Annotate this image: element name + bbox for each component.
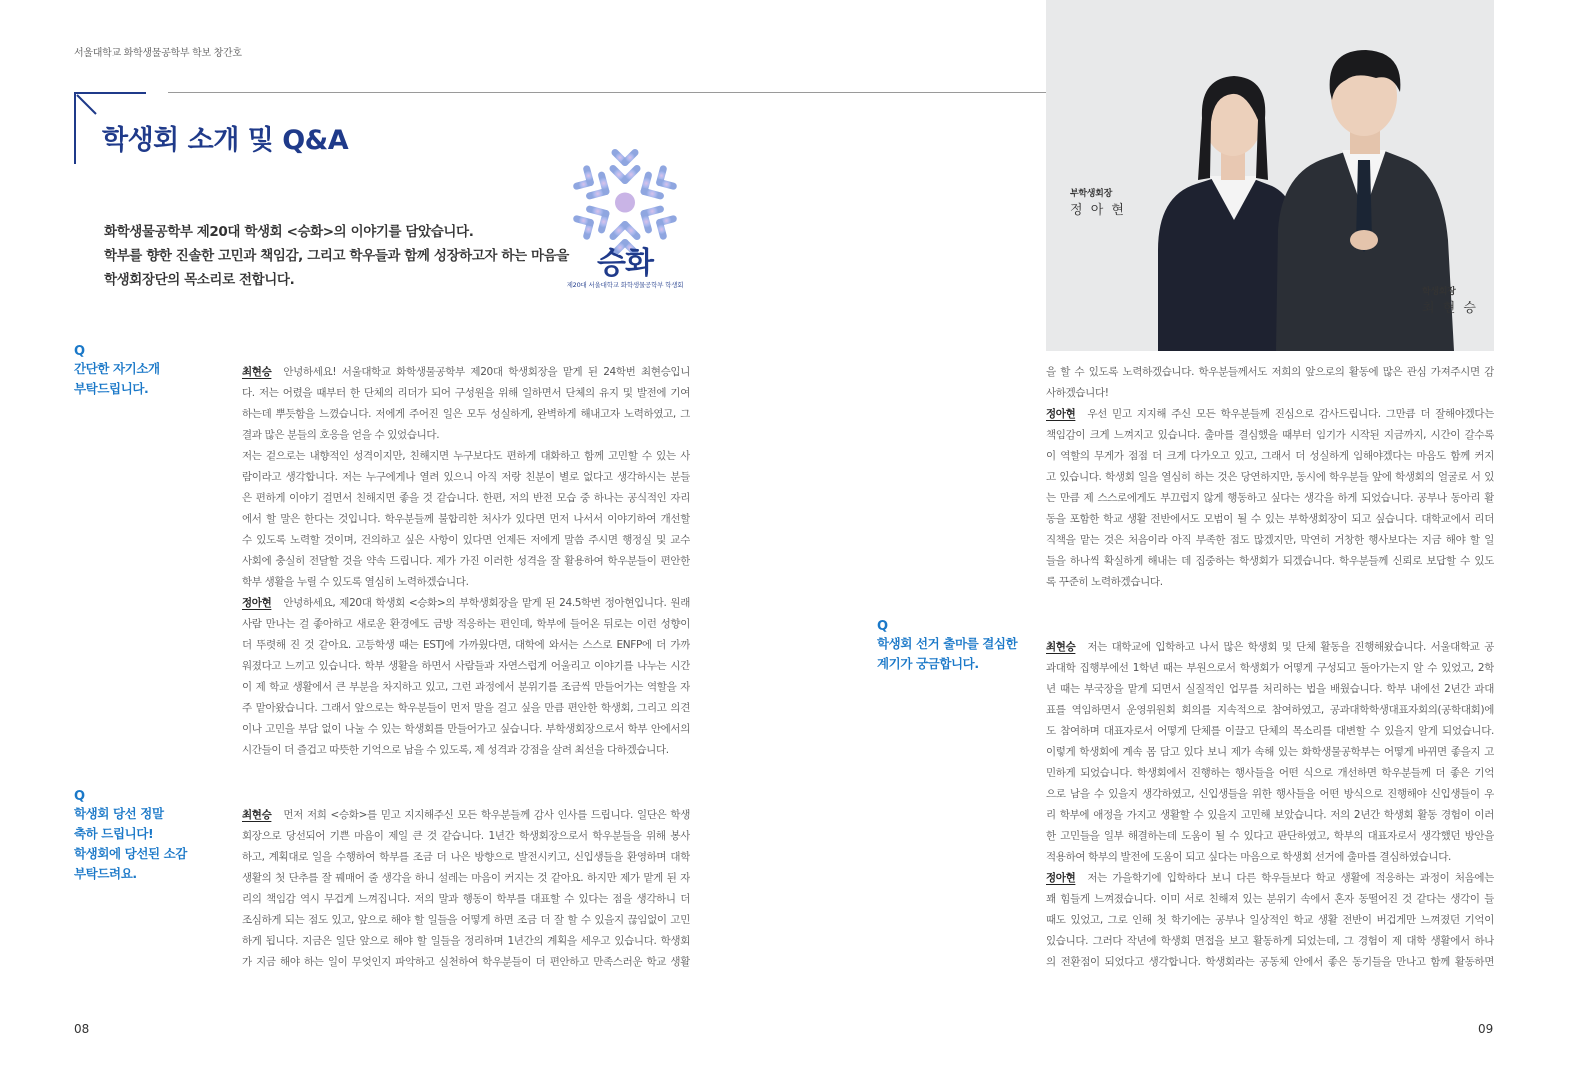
intro-text xyxy=(104,220,569,292)
answer-line: 동을 포함한 학교 생활 전반에서도 모범이 될 수 있는 부학생회장이 되고 싶습니다. 대학교에서 리더 xyxy=(1046,513,1494,525)
answer-line: 생활의 첫 단추를 잘 꿰매어 줄 생각을 하니 설레는 마음이 커지는 것 같아요. 하지만 제가 맡게 된 자 xyxy=(242,872,690,884)
page-number-left: 08 xyxy=(74,1022,90,1036)
intro-line: 학부를 향한 진솔한 고민과 책임감, 그리고 학우들과 함께 성장하고자 하는 마음을 xyxy=(104,248,569,264)
answer-line: 더 뚜렷해 진 것 같아요. 고등학생 때는 ESTJ에 가까웠다면, 대학에 와서는 스스로 ENFP에 더 가까 xyxy=(242,639,690,651)
page-number-right: 09 xyxy=(1478,1022,1494,1036)
question-line: 부탁드립니다. xyxy=(74,381,149,396)
answer-line: 이 역할의 무게가 점점 더 크게 다가오고 있고, 그래서 더 성실하게 임해야겠다는 마음도 함께 커지 xyxy=(1046,450,1494,462)
logo-name: 승화 xyxy=(597,246,653,281)
publication-header: 서울대학교 화학생물공학부 학보 창간호 xyxy=(74,48,242,59)
answer-line: 먼저 저희 <승화>를 믿고 지지해주신 모든 학우분들께 감사 인사를 드립니다. 일단은 학생 xyxy=(283,809,690,821)
answer-line: 학부 생활을 누릴 수 있도록 열심히 노력하겠습니다. xyxy=(242,576,469,588)
speaker-name: 최현승 xyxy=(1046,641,1076,653)
answer-line: 워졌다고 느끼고 있습니다. 학부 생활을 하면서 사람들과 자연스럽게 어울리고 이야기를 나누는 시간 xyxy=(242,660,690,672)
answer-line: 들을 하나씩 확실하게 해내는 데 집중하는 학생회가 되겠습니다. 학우분들께 신뢰로 보답할 수 있도 xyxy=(1046,555,1494,567)
q-mark: Q xyxy=(74,344,86,359)
vice-president-caption xyxy=(1070,186,1126,218)
question-2 xyxy=(74,789,187,884)
answer-line: 다. 저는 어렸을 때부터 한 단체의 리더가 되어 구성원을 위해 일하면서 단체의 유지 및 발전에 기여 xyxy=(242,387,690,399)
answer-line: 사하겠습니다! xyxy=(1046,387,1109,399)
caption-role: 학생회장 xyxy=(1422,287,1456,297)
question-line: 학생회 선거 출마를 결심한 xyxy=(877,636,1018,651)
answer-q3 xyxy=(1046,637,1494,973)
answer-line: 저는 대학교에 입학하고 나서 많은 학생회 및 단체 활동을 진행해왔습니다. 서울대학교 공 xyxy=(1087,641,1494,653)
president-caption xyxy=(1422,284,1478,316)
speaker-name: 정아현 xyxy=(1046,408,1076,420)
answer-line: 이 제 학교 생활에서 큰 부분을 차지하고 있고, 그런 과정에서 분위기를 조금씩 만들어가는 역할을 자 xyxy=(242,681,690,693)
intro-line: 학생회장단의 목소리로 전합니다. xyxy=(104,272,295,288)
q-mark: Q xyxy=(877,619,889,634)
q-mark: Q xyxy=(74,789,86,804)
answer-line: 년 때는 부국장을 맡게 되면서 실질적인 업무를 처리하는 법을 배웠습니다. 학부 내에선 2년간 과대 xyxy=(1046,683,1494,695)
answer-line: 도 참여하며 대표자로서 어떻게 단체를 이끌고 단체의 목소리를 대변할 수 있을지 알게 되었습니다. xyxy=(1046,725,1494,737)
answer-line: 때도 있었고, 그로 인해 첫 학기에는 공부나 일상적인 학교 생활 전반이 버겁게만 느껴졌던 기억이 xyxy=(1046,914,1494,926)
question-1 xyxy=(74,344,160,399)
answer-line: 직책을 맡는 것은 처음이라 아직 부족한 점도 많겠지만, 막연히 거창한 행사보다는 지금 해야 할 일 xyxy=(1046,534,1494,546)
question-3 xyxy=(877,619,1017,674)
answer-line: 주 맡아왔습니다. 그래서 앞으로는 학우분들이 먼저 말을 걸고 싶을 만큼 편안한 학생회, 그리고 의견 xyxy=(242,702,690,714)
answer-line: 에서 할 말은 한다는 것입니다. 학우분들께 불합리한 처사가 있다면 먼저 나서서 이야기하여 개선할 xyxy=(242,513,690,525)
answer-line: 안녕하세요! 서울대학교 화학생물공학부 제20대 학생회장을 맡게 된 24학번 최현승입니 xyxy=(283,366,690,378)
intro-line: 화학생물공학부 제20대 학생회 <승화>의 이야기를 담았습니다. xyxy=(104,224,474,240)
answer-q2-continued xyxy=(1046,362,1494,593)
answer-line: 사람 만나는 걸 좋아하고 새로운 환경에도 금방 적응하는 편인데, 학부에 들어온 뒤로는 이런 성향이 xyxy=(242,618,690,630)
question-line: 계기가 궁금합니다. xyxy=(877,656,979,671)
answer-line: 저는 가을학기에 입학하다 보니 다른 학우들보다 학교 생활에 적응하는 과정이 처음에는 xyxy=(1087,872,1494,884)
answer-line: 리의 책임감 역시 무겁게 느껴집니다. 저의 말과 행동이 학부를 대표할 수 있다는 점을 생각하니 더 xyxy=(242,893,690,905)
answer-line: 으로 남을 수 있을지 생각하였고, 신입생들을 위한 행사들을 어떤 방식으로 진행해야 신입생들이 우 xyxy=(1046,788,1494,800)
answer-line: 안녕하세요, 제20대 학생회 <승화>의 부학생회장을 맡게 된 24.5학번 정아현입니다. 원래 xyxy=(283,597,690,609)
question-line: 학생회 당선 정말 xyxy=(74,806,164,821)
question-line: 학생회에 당선된 소감 xyxy=(74,846,187,861)
answer-line: 은 편하게 이야기 걸면서 친해지면 좋을 것 같습니다. 한편, 저의 반전 모습 중 하나는 공식적인 자리 xyxy=(242,492,690,504)
answer-line: 수 있도록 노력할 것이며, 건의하고 싶은 사항이 있다면 언제든 저에게 말씀 주시면 행정실 및 교수 xyxy=(242,534,690,546)
caption-name: 정 아 현 xyxy=(1070,203,1126,218)
answer-line: 의 전환점이 되었다고 생각합니다. 학생회라는 공동체 안에서 좋은 동기들을 만나고 함께 활동하면 xyxy=(1046,956,1494,968)
logo-subtitle: 제20대 서울대학교 화학생물공학부 학생회 xyxy=(566,281,684,289)
answer-line: 결과 많은 분들의 호응을 얻을 수 있었습니다. xyxy=(242,429,440,441)
answer-line: 조심하게 되는 점도 있고, 앞으로 해야 할 일들을 어떻게 하면 조금 더 잘 할 수 있을지 끊임없이 고민 xyxy=(242,914,690,926)
answer-line: 저는 겉으로는 내향적인 성격이지만, 친해지면 누구보다도 편하게 대화하고 함께 고민할 수 있는 사 xyxy=(242,450,690,462)
caption-name: 최 현 승 xyxy=(1422,301,1478,316)
answer-line: 한 고민들을 일부 해결하는데 도움이 될 수 있다고 판단하였고, 학부의 대표자로서 생각했던 방안을 xyxy=(1046,830,1494,842)
answer-line: 꽤 힘들게 느껴졌습니다. 이미 서로 친해져 있는 분위기 속에서 혼자 동떨어진 것 같다는 생각이 들 xyxy=(1046,893,1494,905)
answer-line: 책임감이 크게 느껴지고 있습니다. 출마를 결심했을 때부터 임기가 시작된 지금까지, 시간이 갈수록 xyxy=(1046,429,1494,441)
answer-line: 가 지금 해야 하는 일이 무엇인지 파악하고 실천하여 학우분들이 더 편안하고 만족스러운 학교 생활 xyxy=(242,956,690,968)
answer-q1 xyxy=(242,362,690,761)
answer-line: 람이라고 생각합니다. 저는 누구에게나 열려 있으니 아직 저랑 친분이 별로 없다고 생각하시는 분들 xyxy=(242,471,690,483)
answer-line: 있습니다. 그러다 작년에 학생회 면접을 보고 활동하게 되었는데, 그 경험이 제 대학 생활에서 하나 xyxy=(1046,935,1494,947)
answer-line: 이렇게 학생회에 계속 몸 담고 있다 보니 제가 속해 있는 화학생물공학부는 어떻게 바뀌면 좋을지 고 xyxy=(1046,746,1494,758)
page-title: 학생회 소개 및 Q&A xyxy=(102,125,349,156)
answer-line: 우선 믿고 지지해 주신 모든 학우분들께 진심으로 감사드립니다. 그만큼 더 잘해야겠다는 xyxy=(1087,408,1494,420)
question-line: 축하 드립니다! xyxy=(74,826,154,841)
council-photo xyxy=(1046,0,1494,351)
question-line: 부탁드려요. xyxy=(74,866,137,881)
answer-line: 는 만큼 제 스스로에게도 부끄럽지 않게 행동하고 싶다는 생각을 하게 되었습니다. 공부나 동아리 활 xyxy=(1046,492,1494,504)
speaker-name: 최현승 xyxy=(242,366,272,378)
speaker-name: 정아현 xyxy=(1046,872,1076,884)
caption-role: 부학생회장 xyxy=(1070,189,1112,199)
answer-line: 회장으로 당선되어 기쁜 마음이 제일 큰 것 같습니다. 1년간 학생회장으로서 학우분들을 위해 봉사 xyxy=(242,830,690,842)
title-frame-arrow-icon xyxy=(74,92,102,120)
answer-line: 시간들이 더 즐겁고 따뜻한 기억으로 남을 수 있도록, 제 성격과 강점을 살려 최선을 다하겠습니다. xyxy=(242,744,669,756)
answer-line: 을 할 수 있도록 노력하겠습니다. 학우분들께서도 저희의 앞으로의 활동에 많은 관심 가져주시면 감 xyxy=(1046,366,1494,378)
answer-line: 하고, 계획대로 일을 수행하여 학부를 조금 더 나은 방향으로 발전시키고, 신입생들을 환영하며 대학 xyxy=(242,851,690,863)
answer-line: 사회에 충실히 전달할 것을 약속 드립니다. 제가 가진 이러한 성격을 잘 활용하여 학우분들이 편안한 xyxy=(242,555,690,567)
question-line: 간단한 자기소개 xyxy=(74,361,160,376)
speaker-name: 정아현 xyxy=(242,597,272,609)
answer-line: 하게 됩니다. 지금은 일단 앞으로 해야 할 일들을 정리하며 1년간의 계획을 세우고 있습니다. 학생회 xyxy=(242,935,690,947)
answer-line: 록 꾸준히 노력하겠습니다. xyxy=(1046,576,1163,588)
answer-line: 표를 역임하면서 운영위원회 회의를 지속적으로 참여하였고, 공과대학학생대표자회의(공학대회)에 xyxy=(1046,704,1494,716)
answer-q2 xyxy=(242,805,690,973)
answer-line: 과대학 집행부에선 1학년 때는 부원으로서 학생회가 어떻게 구성되고 돌아가는지 알 수 있었고, 2학 xyxy=(1046,662,1494,674)
answer-line: 적용하여 학부의 발전에 도움이 되고 싶다는 마음으로 학생회 선거에 출마를 결심하였습니다. xyxy=(1046,851,1451,863)
answer-line: 이나 고민을 부담 없이 나눌 수 있는 학생회를 만들어가고 싶습니다. 부학생회장으로서 학부 안에서의 xyxy=(242,723,690,735)
answer-line: 민하게 되었습니다. 학생회에서 진행하는 행사들을 어떤 식으로 개선하면 학우분들께 더 좋은 기억 xyxy=(1046,767,1494,779)
answer-line: 하는데 뿌듯함을 느꼈습니다. 저에게 주어진 일은 모두 성실하게, 완벽하게 해내고자 노력하였고, 그 xyxy=(242,408,690,420)
answer-line: 고 있습니다. 학생회 일을 열심히 하는 것은 당연하지만, 동시에 학우분들 앞에 학생회의 얼굴로 서 있 xyxy=(1046,471,1494,483)
header-rule xyxy=(168,92,1046,93)
speaker-name: 최현승 xyxy=(242,809,272,821)
answer-line: 리 학부에 애정을 가지고 생활할 수 있을지 고민해 보았습니다. 저의 2년간 학생회 활동 경험이 이러 xyxy=(1046,809,1494,821)
